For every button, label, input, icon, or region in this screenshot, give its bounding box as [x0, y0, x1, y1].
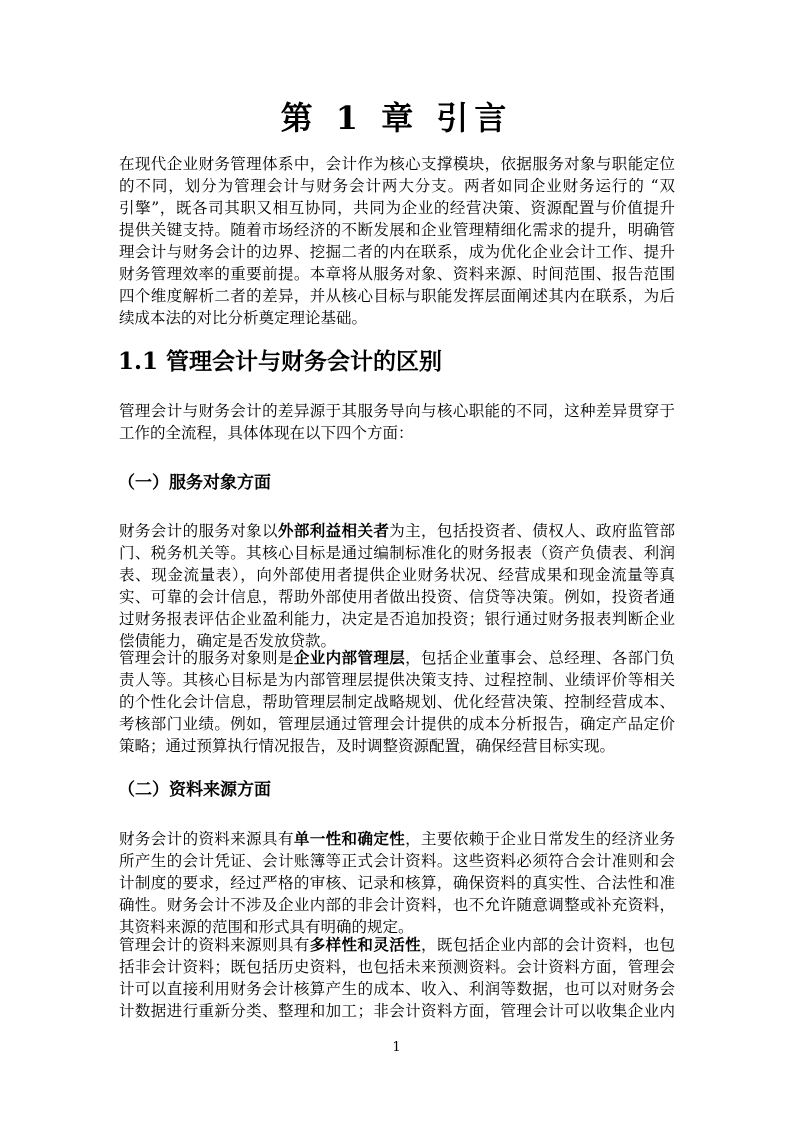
- subsection-1-paragraph-1: [119, 520, 675, 652]
- intro-paragraph: [119, 153, 675, 329]
- section-heading-1-1: 1.1 管理会计与财务会计的区别: [118, 348, 443, 375]
- text-line: 策略；通过预算执行情况报告，及时调整资源配置，确保经营目标实现。: [119, 737, 616, 755]
- text-line: 管理会计与财务会计的差异源于其服务导向与核心职能的不同，这种差异贯穿于: [119, 402, 675, 420]
- bold-term: 外部利益相关者: [277, 522, 390, 540]
- text-line: 工作的全流程，具体体现在以下四个方面：: [119, 424, 414, 442]
- text-line: 在现代企业财务管理体系中，会计作为核心支撑模块，依据服务对象与职能定位: [119, 155, 675, 173]
- text-line: 过财务报表评估企业盈利能力，决定是否追加投资；银行通过财务报表判断企业: [119, 610, 675, 628]
- text-line: 其资料来源的范围和形式具有明确的规定。: [119, 918, 414, 936]
- text-line: 责人等。其核心目标是为内部管理层提供决策支持、过程控制、业绩评价等相关: [119, 671, 675, 689]
- subsection-1-paragraph-2: [119, 647, 675, 757]
- bold-term: 多样性和灵活性: [309, 936, 422, 954]
- bold-term: 企业内部管理层: [293, 649, 406, 667]
- text-line: 实、可靠的会计信息，帮助外部使用者做出投资、信贷等决策。例如，投资者通: [119, 588, 675, 606]
- text-line: 引擎”，既各司其职又相互协同，共同为企业的经营决策、资源配置与价值提升: [119, 199, 675, 217]
- subsection-2-paragraph-2: [119, 934, 675, 1022]
- text-line: 表、现金流量表），向外部使用者提供企业财务状况、经营成果和现金流量等真: [119, 566, 675, 584]
- text-line: 续成本法的对比分析奠定理论基础。: [119, 309, 368, 327]
- text-line: 的个性化会计信息，帮助管理层制定战略规划、优化经营决策、控制经营成本、: [119, 693, 675, 711]
- text-line: 门、税务机关等。其核心目标是通过编制标准化的财务报表（资产负债表、利润: [119, 544, 675, 562]
- text-line: 提供关键支持。随着市场经济的不断发展和企业管理精细化需求的提升，明确管: [119, 221, 675, 239]
- bold-term: 单一性和确定性: [293, 830, 406, 848]
- text-line: 管理会计的服务对象则是企业内部管理层，包括企业董事会、总经理、各部门负: [119, 649, 675, 667]
- text-line: 理会计与财务会计的边界、挖掘二者的内在联系，成为优化企业会计工作、提升: [119, 243, 675, 261]
- text-line: 的不同，划分为管理会计与财务会计两大分支。两者如同企业财务运行的 “双: [119, 177, 675, 195]
- text-line: 考核部门业绩。例如，管理层通过管理会计提供的成本分析报告，确定产品定价: [119, 715, 675, 733]
- text-line: 括非会计资料；既包括历史资料，也包括未来预测资料。会计资料方面，管理会: [119, 958, 675, 976]
- subsection-2-paragraph-1: [119, 828, 675, 938]
- chapter-title: 第 1 章 引言: [280, 99, 513, 137]
- text-line: 确性。财务会计不涉及企业内部的非会计资料，也不允许随意调整或补充资料，: [119, 896, 675, 914]
- text-line: 财务管理效率的重要前提。本章将从服务对象、资料来源、时间范围、报告范围: [119, 265, 675, 283]
- text-line: 计制度的要求，经过严格的审核、记录和核算，确保资料的真实性、合法性和准: [119, 874, 675, 892]
- text-line: 偿债能力，确定是否发放贷款。: [119, 632, 337, 650]
- subsection-heading-service-objects: （一）服务对象方面: [118, 473, 271, 493]
- text-line: 所产生的会计凭证、会计账簿等正式会计资料。这些资料必须符合会计准则和会: [119, 852, 675, 870]
- page-number: 1: [392, 1040, 401, 1055]
- text-line: 财务会计的资料来源具有单一性和确定性，主要依赖于企业日常发生的经济业务: [119, 830, 675, 848]
- text-line: 计可以直接利用财务会计核算产生的成本、收入、利润等数据，也可以对财务会: [119, 980, 675, 998]
- section-1-1-paragraph: [119, 400, 675, 444]
- text-line: 四个维度解析二者的差异，并从核心目标与职能发挥层面阐述其内在联系，为后: [119, 287, 675, 305]
- text-line: 计数据进行重新分类、整理和加工；非会计资料方面，管理会计可以收集企业内: [119, 1002, 675, 1020]
- subsection-heading-data-sources: （二）资料来源方面: [118, 780, 271, 800]
- text-line: 管理会计的资料来源则具有多样性和灵活性，既包括企业内部的会计资料，也包: [119, 936, 675, 954]
- text-line: 财务会计的服务对象以外部利益相关者为主，包括投资者、债权人、政府监管部: [119, 522, 675, 540]
